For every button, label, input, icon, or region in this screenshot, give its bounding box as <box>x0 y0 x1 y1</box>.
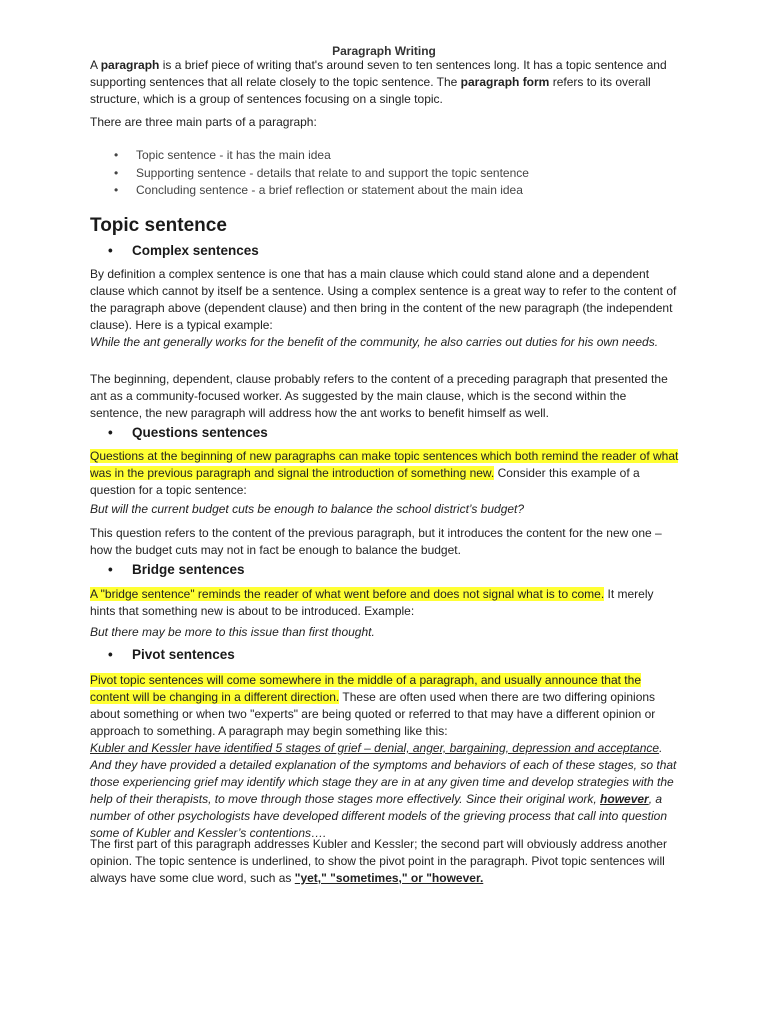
pivot-closing <box>90 836 680 887</box>
questions-highlight: Questions at the beginning of new paragraphs can make topic sentences which both remind the reader of what was in the previous paragraph and signal the introduction of something new. <box>90 449 679 480</box>
bridge-highlight: A "bridge sentence" reminds the reader of what went before and does not signal what is to come. <box>90 587 605 601</box>
pivot-rest: These are often used when there are two differing opinions about something or when two "experts" are being quoted or referred to that may have a different opinion or approach to something. A paragraph may begin something like this: <box>90 690 656 738</box>
questions-rest: Consider this example of a question for a topic sentence: <box>90 466 640 497</box>
pivot-example-however: however <box>600 792 649 806</box>
complex-heading <box>90 243 259 258</box>
bridge-example: But there may be more to this issue than first thought. <box>90 625 375 639</box>
pivot-example-end: , a number of other psychologists have developed different models of the grieving process that call into question some of Kubler and Kessler’s contentions…. <box>90 792 668 840</box>
questions-paragraph-2: This question refers to the content of the previous paragraph, but it introduces the content for the new one – how the budget cuts may not in fact be enough to balance the budget. <box>90 526 662 557</box>
intro-text-3: refers to its overall structure, which is a group of sentences focusing on a single topic. <box>90 75 651 106</box>
questions-heading-label: Questions sentences <box>132 425 268 440</box>
pivot-example <box>90 740 680 842</box>
intro-paragraph <box>90 57 680 108</box>
bullet-icon <box>90 425 132 440</box>
questions-heading <box>90 425 268 440</box>
bullet-icon <box>90 562 132 577</box>
bridge-heading-label: Bridge sentences <box>132 562 245 577</box>
complex-example: While the ant generally works for the benefit of the community, he also carries out duties for his own needs. <box>90 335 659 349</box>
bullet-icon <box>90 647 132 662</box>
document-title: Paragraph Writing <box>332 44 436 58</box>
questions-paragraph <box>90 448 680 499</box>
bridge-paragraph <box>90 586 680 620</box>
complex-heading-label: Complex sentences <box>132 243 259 258</box>
complex-paragraph-2: The beginning, dependent, clause probably refers to the content of a preceding paragraph that presented the ant as a community-focused worker. As suggested by the main clause, which is the second within the sentence, the new paragraph will address how the ant works to benefit himself as well. <box>90 372 668 420</box>
pivot-example-mid: . And they have provided a detailed explanation of the symptoms and behaviors of each of these stages, so that those experiencing grief may identify which stage they are in at any given time and develop strategies with the help of their therapists, to move through those stages more effectively. Since their original work, <box>90 741 677 806</box>
pivot-paragraph <box>90 672 680 740</box>
parts-lead: There are three main parts of a paragraph: <box>90 115 317 129</box>
pivot-closing-text: The first part of this paragraph addresses Kubler and Kessler; the second part will obviously address another opinion. The topic sentence is underlined, to show the pivot point in the paragraph. Pivot topic sentences will always have some clue word, such as <box>90 837 667 885</box>
pivot-clue-words: "yet," "sometimes," or "however. <box>294 871 484 885</box>
pivot-highlight: Pivot topic sentences will come somewhere in the middle of a paragraph, and usually announce that the content will be changing in a different direction. <box>90 673 641 704</box>
parts-list <box>90 147 680 200</box>
complex-paragraph-1: By definition a complex sentence is one that has a main clause which could stand alone and a dependent clause which cannot by itself be a sentence. Using a complex sentence is a great way to refer to the content of the paragraph above (dependent clause) and then bring in the content of the new paragraph (the independent clause). Here is a typical example: <box>90 267 677 332</box>
bridge-rest: It merely hints that something new is about to be introduced. Example: <box>90 587 654 618</box>
list-item: • Topic sentence - it has the main idea <box>90 147 680 165</box>
bullet-icon <box>90 243 132 258</box>
questions-example: But will the current budget cuts be enough to balance the school district’s budget? <box>90 502 525 516</box>
intro-bold-paragraph-form: paragraph form <box>460 75 550 89</box>
pivot-heading <box>90 647 235 662</box>
intro-text-1: A <box>90 58 101 72</box>
section-heading: Topic sentence <box>90 215 227 236</box>
list-item: • Concluding sentence - a brief reflection or statement about the main idea <box>90 182 680 200</box>
pivot-heading-label: Pivot sentences <box>132 647 235 662</box>
pivot-example-underlined: Kubler and Kessler have identified 5 stages of grief – denial, anger, bargaining, depression and acceptance <box>90 741 660 755</box>
bridge-heading <box>90 562 245 577</box>
intro-text-2: is a brief piece of writing that's around seven to ten sentences long. It has a topic sentence and supporting sentences that all relate closely to the topic sentence. The <box>90 58 667 89</box>
list-item: • Supporting sentence - details that relate to and support the topic sentence <box>90 165 680 183</box>
intro-bold-paragraph: paragraph <box>100 58 160 72</box>
